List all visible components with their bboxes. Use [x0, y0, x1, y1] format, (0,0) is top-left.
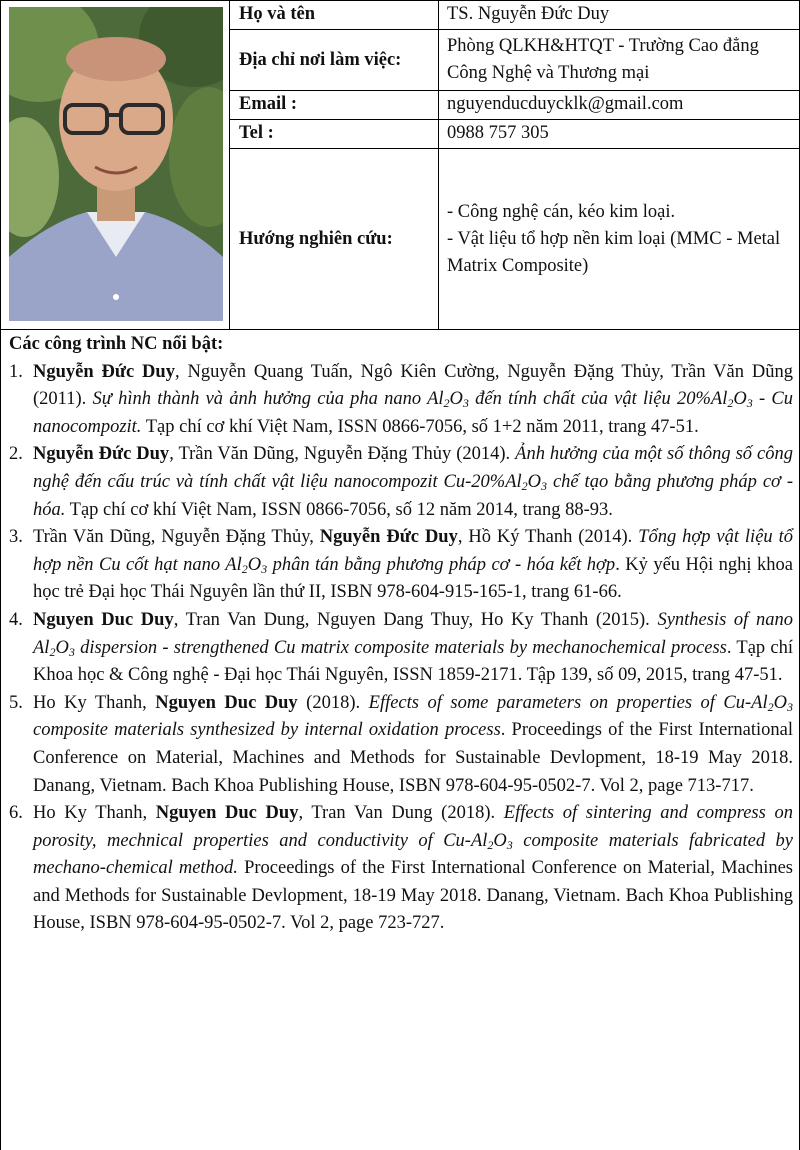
highlighted-author: Nguyễn Đức Duy	[319, 527, 458, 548]
publication-source: Tạp chí cơ khí Việt Nam, ISSN 0866-7056, số 1+2 năm 2011, trang 47-51.	[141, 416, 699, 437]
highlighted-author: Nguyễn Đức Duy	[33, 444, 170, 465]
publication-number: 6.	[9, 803, 23, 824]
highlighted-author: Nguyễn Đức Duy	[33, 361, 175, 382]
publication-item	[9, 524, 793, 607]
publication-item	[9, 441, 793, 524]
highlighted-author: Nguyen Duc Duy	[155, 803, 299, 824]
email-value: nguyenducduycklk@gmail.com	[439, 91, 800, 120]
tel-label: Tel :	[230, 120, 439, 149]
name-value: TS. Nguyễn Đức Duy	[439, 1, 800, 30]
publication-list	[9, 359, 793, 938]
publication-title: Tổng hợp vật liệu tổ hợp nền Cu cốt hạt nano $Al_2O_3$ phân tán bằng phương pháp cơ - hóa kết hợp	[33, 527, 793, 576]
publication-source: . Tạp chí Khoa học & Công nghệ - Đại học Thái Nguyên, ISSN 1859-2171. Tập 139, số 09, 2015, trang 47-51.	[33, 637, 793, 686]
publication-number: 1.	[9, 361, 23, 382]
research-item: - Vật liệu tổ hợp nền kim loại (MMC - Metal Matrix Composite)	[447, 228, 781, 276]
highlighted-author: Nguyen Duc Duy	[33, 609, 174, 630]
publication-source: . Proceedings of the First International Conference on Material, Machines and Methods for Sustainable Devlopment, 18-19 May 2018. Danang, Vietnam. Bach Khoa Publishing House, ISBN 978-604-95-0502-7. Vol 2, page 713-717.	[33, 720, 793, 796]
publications-section	[0, 329, 800, 1150]
email-label: Email :	[230, 91, 439, 120]
publication-item	[9, 690, 793, 800]
publication-title: Sự hình thành và ảnh hưởng của pha nano $Al_2O_3$ đến tính chất của vật liệu $20\%Al_2O_3$ - Cu nanocompozit.	[33, 389, 793, 437]
publication-source: . Kỷ yếu Hội nghị khoa học trẻ Đại học Thái Nguyên lần thứ II, ISBN 978-604-915-165-1, trang 61-66.	[33, 554, 793, 603]
publication-number: 3.	[9, 527, 23, 548]
publication-title: Effects of some parameters on properties of $Cu-Al_2O_3$ composite materials synthesized by internal oxidation process	[33, 692, 793, 741]
highlighted-author: Nguyen Duc Duy	[155, 692, 298, 713]
publication-authors: , Nguyễn Quang Tuấn, Ngô Kiên Cường, Nguyễn Đặng Thủy, Trần Văn Dũng (2011).	[33, 361, 793, 410]
publication-authors: , Tran Van Dung (2018).	[298, 803, 504, 824]
publication-item	[9, 607, 793, 690]
publication-number: 2.	[9, 444, 23, 465]
address-value: Phòng QLKH&HTQT - Trường Cao đẳng Công Nghệ và Thương mại	[439, 30, 800, 91]
address-label: Địa chỉ nơi làm việc:	[230, 30, 439, 91]
publication-source: Proceedings of the First International Conference on Material, Machines and Methods for Sustainable Devlopment, 18-19 May 2018. Danang, Vietnam. Bach Khoa Publishing House, ISBN 978-604-95-0502-7. Vol 2, page 723-727.	[33, 858, 793, 934]
tel-value: 0988 757 305	[439, 120, 800, 149]
research-items	[439, 149, 800, 330]
profile-info-table	[0, 0, 800, 330]
publication-source: Tạp chí cơ khí Việt Nam, ISSN 0866-7056, số 12 năm 2014, trang 88-93.	[65, 499, 613, 520]
publication-number: 5.	[9, 692, 23, 713]
publications-heading: Các công trình NC nổi bật:	[9, 334, 224, 354]
publication-number: 4.	[9, 609, 23, 630]
name-label: Họ và tên	[230, 1, 439, 30]
publication-authors: , Hồ Ký Thanh (2014).	[457, 527, 639, 548]
publication-authors: Trần Văn Dũng, Nguyễn Đặng Thủy,	[33, 527, 320, 548]
publication-title: Synthesis of nano $Al_2O_3$ dispersion - strengthened Cu matrix composite materials by mechanochemical process	[33, 609, 793, 659]
publication-authors: , Trần Văn Dũng, Nguyễn Đặng Thủy (2014).	[169, 444, 516, 465]
publication-authors: Ho Ky Thanh,	[33, 803, 156, 824]
publication-item	[9, 359, 793, 442]
publication-title: Effects of sintering and compress on porosity, mechnical properties and conductivity of $Cu-Al_2O_3$ composite materials fabricated by mechano-chemical method.	[33, 803, 794, 879]
photo-cell	[1, 1, 230, 330]
publication-item	[9, 800, 793, 938]
publication-authors: , Tran Van Dung, Nguyen Dang Thuy, Ho Ky Thanh (2015).	[173, 609, 658, 630]
research-label: Hướng nghiên cứu:	[230, 149, 439, 330]
research-item: - Công nghệ cán, kéo kim loại.	[447, 201, 676, 222]
portrait-photo	[9, 7, 223, 321]
publication-authors: Ho Ky Thanh,	[33, 692, 156, 713]
publication-authors: (2018).	[297, 692, 369, 713]
publication-title: Ảnh hưởng của một số thông số công nghệ đến cấu trúc và tính chất vật liệu nanocompozit $Cu-20\%Al_2O_3$ chế tạo bằng phương pháp cơ - hóa.	[33, 444, 793, 520]
